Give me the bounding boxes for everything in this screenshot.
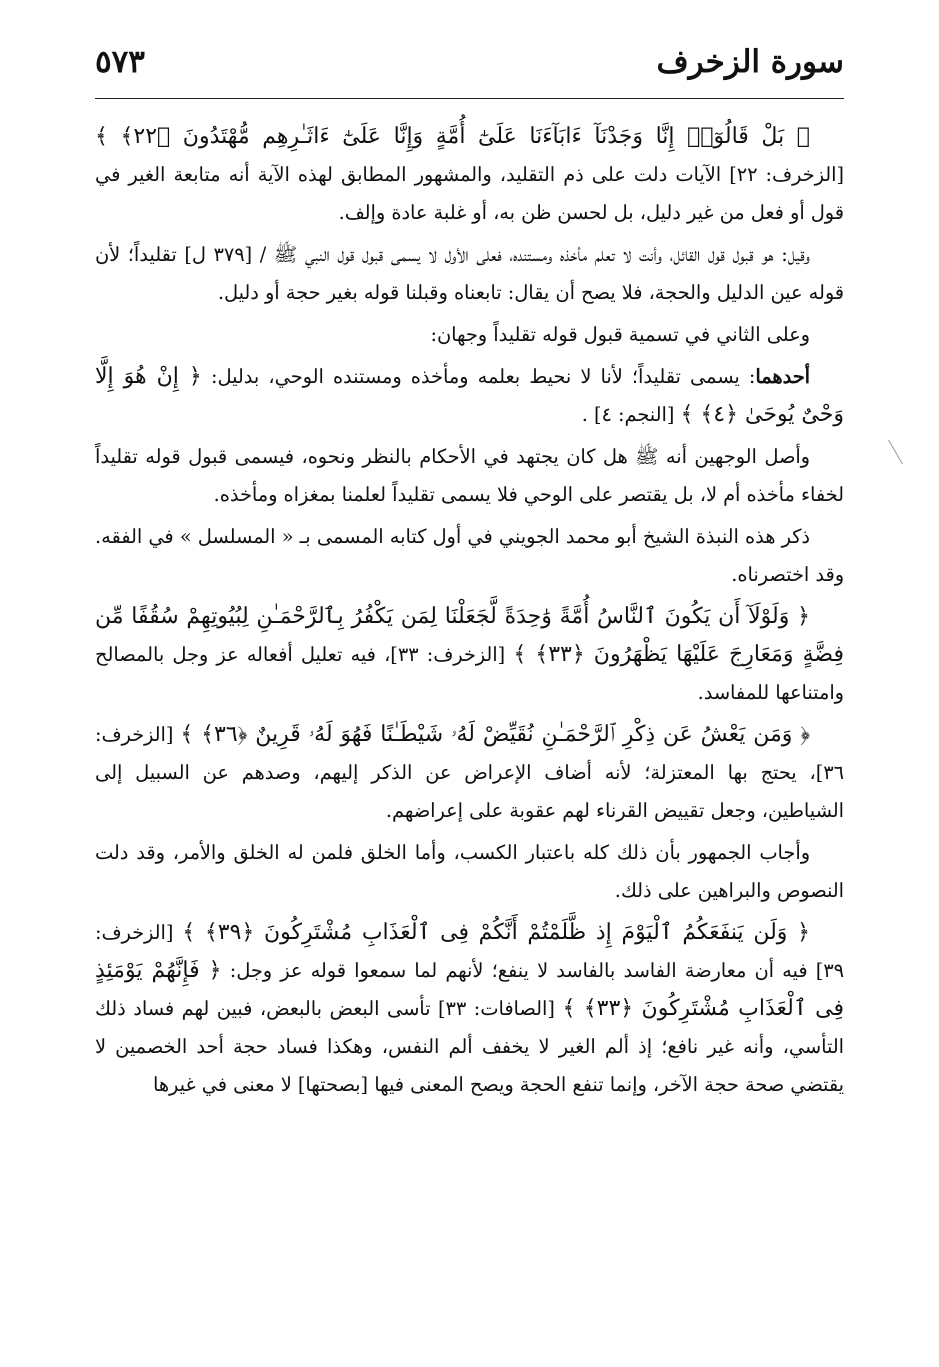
paragraph-text: [الزخرف: ٢٢] الآيات دلت على ذم التقليد، والمشهور المطابق لهذه الآية أنه متابعة الغير في قول أو فعل من غير دليل، بل لحسن ظن به، أو غلبة عادة وإلف. [95, 163, 844, 224]
quran-verse: ﴿ بَلْ قَالُوٓا۟ إِنَّا وَجَدْنَآ ءَابَآءَنَا عَلَىٰٓ أُمَّةٍ وَإِنَّا عَلَىٰٓ ءَاثَـٰرِهِم مُّهْتَدُونَ ﴿٢٢﴾ ﴾ [95, 124, 810, 149]
paragraph-1 [95, 118, 844, 232]
paragraph-4 [95, 358, 844, 434]
paragraph-text: [الزخرف: ٣٩] فيه أن معارضة الفاسد بالفاسد لا ينفع؛ لأنهم لما سمعوا قوله عز وجل: [95, 921, 844, 982]
quran-verse: ﴿ وَلَوْلَآ أَن يَكُونَ ٱلنَّاسُ أُمَّةً وَٰحِدَةً لَّجَعَلْنَا لِمَن يَكْفُرُ بِٱلرَّحْمَـٰنِ لِبُيُوتِهِمْ سُقُفًا مِّن فِضَّةٍ وَمَعَارِجَ عَلَيْهَا يَظْهَرُونَ ﴿٣٣﴾ ﴾ [95, 604, 844, 667]
paragraph-9 [95, 834, 844, 910]
paragraph-3 [95, 316, 844, 354]
header-divider [95, 98, 844, 99]
quran-verse-2: ﴿ فَإِنَّهُمْ يَوْمَئِذٍ فِى ٱلْعَذَابِ مُشْتَرِكُونَ ﴿٣٣﴾ ﴾ [95, 958, 844, 1021]
paragraph-text: [الزخرف: ٣٣]، فيه تعليل أفعاله عز وجل بالمصالح وامتناعها للمفاسد. [95, 643, 844, 704]
paragraph-6 [95, 518, 844, 594]
paragraph-2 [95, 236, 844, 312]
margin-mark [888, 440, 903, 465]
paragraph-tail: [النجم: ٤] . [581, 403, 681, 426]
page-body [95, 118, 844, 1327]
paragraph-text: وعلى الثاني في تسمية قبول قوله تقليداً وجهان: [430, 323, 810, 346]
paragraph-text: [الزخرف: ٣٦]، يحتج بها المعتزلة؛ لأنه أضاف الإعراض عن الذكر إليهم، وصدهم عن السبيل إلى الشياطين، وجعل تقييض القرناء لهم عقوبة على إعراضهم. [95, 723, 844, 822]
paragraph-5 [95, 438, 844, 514]
paragraph-10 [95, 914, 844, 1104]
surah-title: سورة الزخرف [656, 44, 844, 80]
paragraph-8 [95, 716, 844, 830]
page-header [95, 44, 844, 92]
quran-verse: ﴿ وَمَن يَعْشُ عَن ذِكْرِ ٱلرَّحْمَـٰنِ نُقَيِّضْ لَهُۥ شَيْطَـٰنًا فَهُوَ لَهُۥ قَرِينٌ ﴿٣٦﴾ ﴾ [180, 722, 810, 747]
paragraph-7 [95, 598, 844, 712]
paragraph-text: وأصل الوجهين أنه ﷺ هل كان يجتهد في الأحكام بالنظر ونحوه، فيسمى قبول قوله تقليداً لخفاء مأخذه أم لا، بل يقتصر على الوحي فلا يسمى تقليداً لعلمنا بمغزاه ومأخذه. [95, 445, 844, 506]
quran-verse: ﴿ وَلَن يَنفَعَكُمُ ٱلْيَوْمَ إِذ ظَّلَمْتُمْ أَنَّكُمْ فِى ٱلْعَذَابِ مُشْتَرِكُونَ ﴿٣٩﴾ ﴾ [182, 920, 810, 945]
paragraph-lead: أحدهما [755, 365, 810, 388]
page-number: ٥٧٣ [95, 44, 145, 80]
paragraph-tail: [الصافات: ٣٣] تأسى البعض بالبعض، فبين لهم فساد ذلك التأسي، وأنه غير نافع؛ إذ ألم الغير لا يخفف ألم النفس، وهكذا فساد حجة أحد الخصمين لا يقتضي صحة حجة الآخر، وإنما تنفع الحجة ويصح المعنى فيها [بصحتها] لا معنى في غيرها [95, 997, 844, 1096]
paragraph-text: ذكر هذه النبذة الشيخ أبو محمد الجويني في أول كتابه المسمى بـ « المسلسل » في الفقه. وقد اختصرناه. [95, 525, 844, 586]
paragraph-text: وأجاب الجمهور بأن ذلك كله باعتبار الكسب، وأما الخلق فلمن له الخلق والأمر، وقد دلت النصوص والبراهين على ذلك. [95, 841, 844, 902]
paragraph-text: : يسمى تقليداً؛ لأنا لا نحيط بعلمه ومأخذه ومستنده الوحي، بدليل: [201, 365, 756, 388]
paragraph-text: وقيل: هو قبول قول القائل، وأنت لا تعلم مأخذه ومستنده، فعلى الأول لا يسمى قبول قول النبي ﷺ / [٣٧٩ ل] تقليداً؛ لأن قوله عين الدليل والحجة، فلا يصح أن يقال: تابعناه وقبلنا قوله بغير حجة أو دليل. [95, 243, 844, 304]
quran-verse: ﴿ إِنْ هُوَ إِلَّا وَحْىٌ يُوحَىٰ ﴿٤﴾ ﴾ [95, 364, 844, 427]
